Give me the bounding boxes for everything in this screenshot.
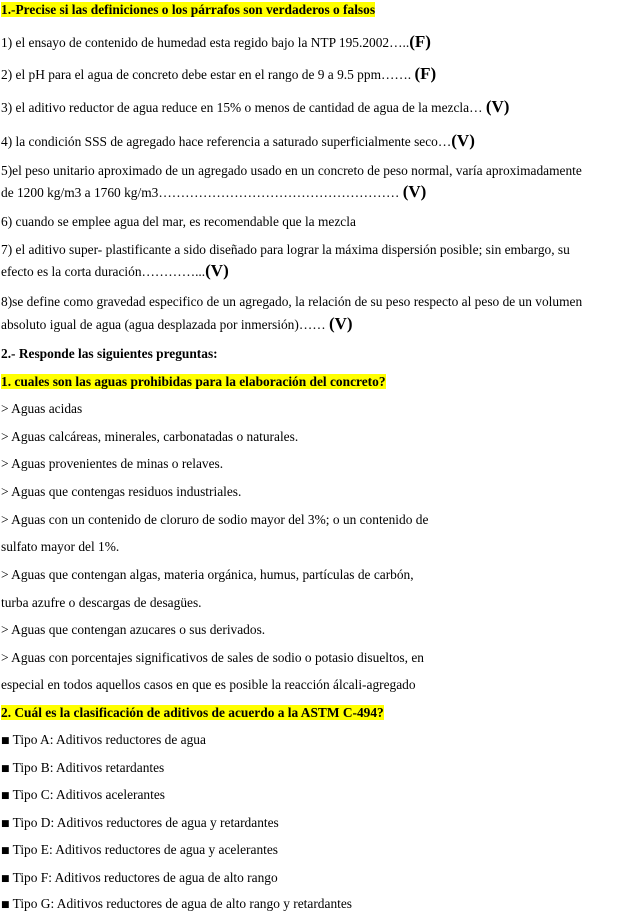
bullet-icon: ■ [1,764,10,774]
tf-item-1-answer: (F) [409,32,431,51]
tf-item-8-line-1 [1,294,582,310]
q2-answer-line [1,842,278,859]
tf-item-4 [1,133,475,150]
tf-item-5-answer: (V) [402,182,427,201]
tf-item-8-line-2 [1,316,353,333]
q2-answer-line [1,787,165,804]
tf-item-4-answer: (V) [451,131,475,150]
tf-item-6 [1,214,356,230]
q1-answer-text: sulfato mayor del 1%. [1,539,120,554]
q2-answer-line [1,760,164,777]
tf-item-2-answer: (F) [414,64,437,83]
tf-item-7-line-1 [1,242,570,258]
bullet-icon: ■ [1,819,10,829]
tf-item-7-line-2 [1,263,229,280]
tf-item-5-text-2: de 1200 kg/m3 a 1760 kg/m3……………………………………………… [1,185,403,200]
bullet-icon: ■ [1,900,10,910]
tf-item-6-text: 6) cuando se emplee agua del mar, es recomendable que la mezcla [1,214,356,229]
q2-answer-text: Tipo B: Aditivos retardantes [12,760,165,775]
tf-item-4-text: 4) la condición SSS de agregado hace referencia a saturado superficialmente seco… [1,134,452,149]
q1-answer-text: > Aguas que contengan azucares o sus derivados. [1,622,266,637]
q1-answer-text: > Aguas con un contenido de cloruro de sodio mayor del 3%; o un contenido de [1,512,429,527]
q1-answer-text: > Aguas calcáreas, minerales, carbonatadas o naturales. [1,429,299,444]
bullet-icon: ■ [1,791,10,801]
tf-item-7-text-1: 7) el aditivo super- plastificante a sido diseñado para lograr la máxima dispersión posible; sin embargo, su [1,242,570,257]
q1-answer-text: turba azufre o descargas de desagües. [1,595,202,610]
bullet-icon: ■ [1,846,10,856]
question-1 [1,374,386,390]
q2-answer-line [1,732,206,749]
q1-answer-line [1,484,241,500]
section1-heading-text: 1.-Precise si las definiciones o los párrafos son verdaderos o falsos [1,2,376,17]
tf-item-5-line-2 [1,184,426,201]
tf-item-3-text: 3) el aditivo reductor de agua reduce en 15% o menos de cantidad de agua de la mezcla… [1,100,486,115]
question-2-text: 2. Cuál es la clasificación de aditivos de acuerdo a la ASTM C-494? [1,705,384,720]
q1-answer-line [1,650,424,666]
section2-heading-text: 2.- Responde las siguientes preguntas: [1,346,218,361]
tf-item-5-text-1: 5)el peso unitario aproximado de un agregado usado en un concreto de peso normal, varía aproximadamente [1,163,582,178]
q2-answer-line [1,896,352,913]
q2-answer-text: Tipo C: Aditivos acelerantes [12,787,165,802]
section2-heading [1,346,218,362]
q1-answer-line [1,429,298,445]
q2-answer-text: Tipo E: Aditivos reductores de agua y acelerantes [12,842,279,857]
q1-answer-text: > Aguas que contengan algas, materia orgánica, humus, partículas de carbón, [1,567,414,582]
bullet-icon: ■ [1,874,10,884]
tf-item-8-answer: (V) [328,314,353,333]
q2-answer-text: Tipo G: Aditivos reductores de agua de alto rango y retardantes [12,896,353,911]
q1-answer-line [1,677,416,693]
tf-item-8-text-2: absoluto igual de agua (agua desplazada por inmersión)…… [1,317,329,332]
section1-heading [1,2,375,18]
q1-answer-line [1,539,119,555]
q1-answer-text: especial en todos aquellos casos en que es posible la reacción álcali-agregado [1,677,416,692]
tf-item-1-text: 1) el ensayo de contenido de humedad esta regido bajo la NTP 195.2002….. [1,35,410,50]
tf-item-5-line-1 [1,163,582,179]
bullet-icon: ■ [1,736,10,746]
q1-answer-line [1,622,265,638]
question-1-text: 1. cuales son las aguas prohibidas para la elaboración del concreto? [1,374,386,389]
question-2 [1,705,384,721]
tf-item-3 [1,99,509,116]
q2-answer-text: Tipo A: Aditivos reductores de agua [12,732,206,747]
tf-item-2-text: 2) el pH para el agua de concreto debe estar en el rango de 9 a 9.5 ppm……. [1,67,415,82]
q2-answer-text: Tipo D: Aditivos reductores de agua y retardantes [12,815,279,830]
q1-answer-text: > Aguas con porcentajes significativos de sales de sodio o potasio disueltos, en [1,650,424,665]
tf-item-7-answer: (V) [205,261,229,280]
tf-item-8-text-1: 8)se define como gravedad especifico de un agregado, la relación de su peso respecto al peso de un volumen [1,294,583,309]
q2-answer-line [1,870,278,887]
q1-answer-text: > Aguas provenientes de minas o relaves. [1,456,224,471]
q1-answer-line [1,567,414,583]
q1-answer-text: > Aguas que contengas residuos industriales. [1,484,242,499]
q2-answer-text: Tipo F: Aditivos reductores de agua de alto rango [12,870,278,885]
tf-item-2 [1,66,436,83]
q2-answer-line [1,815,279,832]
tf-item-1 [1,34,431,51]
tf-item-3-answer: (V) [485,97,510,116]
q1-answer-line [1,401,82,417]
q1-answer-line [1,456,223,472]
q1-answer-text: > Aguas acidas [1,401,83,416]
tf-item-7-text-2: efecto es la corta duración…………... [1,264,206,279]
q1-answer-line [1,595,202,611]
q1-answer-line [1,512,428,528]
